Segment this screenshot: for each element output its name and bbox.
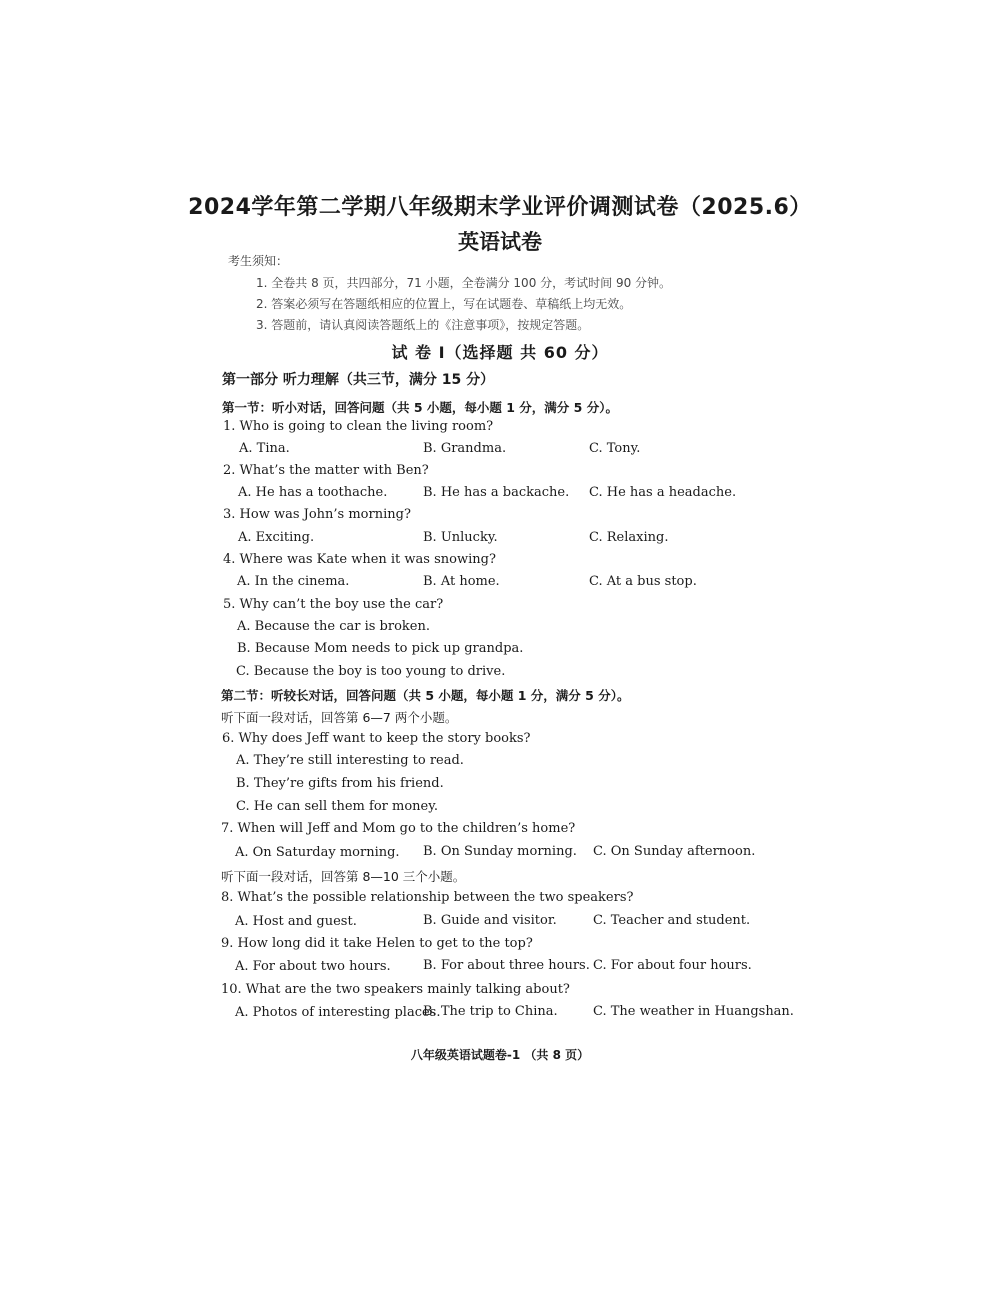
q10-option-c: C. The weather in Huangshan.	[593, 1004, 794, 1019]
q2-option-b: B. He has a backache.	[423, 485, 570, 500]
exam-subtitle: 英语试卷	[458, 230, 542, 254]
exam-title: 2024学年第二学期八年级期末学业评价调测试卷（2025.6）	[188, 195, 812, 220]
question-5: 5. Why can’t the boy use the car?	[223, 597, 444, 612]
q1-option-a: A. Tina.	[239, 441, 290, 456]
q3-option-b: B. Unlucky.	[423, 530, 498, 545]
instruction-8-10: 听下面一段对话，回答第 8—10 三个小题。	[221, 869, 466, 884]
section2-heading: 第二节：听较长对话，回答问题（共 5 小题，每小题 1 分，满分 5 分）。	[221, 688, 630, 703]
q1-option-b: B. Grandma.	[423, 441, 507, 456]
q3-option-c: C. Relaxing.	[589, 530, 669, 545]
q1-option-c: C. Tony.	[589, 441, 641, 456]
q5-option-b: B. Because Mom needs to pick up grandpa.	[237, 641, 524, 656]
q8-option-b: B. Guide and visitor.	[423, 913, 557, 928]
q4-option-c: C. At a bus stop.	[589, 574, 697, 589]
question-1: 1. Who is going to clean the living room?	[223, 419, 494, 434]
notice-item-3: 3. 答题前，请认真阅读答题纸上的《注意事项》，按规定答题。	[256, 318, 590, 332]
q8-option-c: C. Teacher and student.	[593, 913, 751, 928]
paper-heading: 试 卷 Ⅰ（选择题 共 60 分）	[391, 343, 609, 362]
notice-heading: 考生须知：	[228, 254, 289, 268]
question-9: 9. How long did it take Helen to get to the top?	[221, 936, 533, 951]
q2-option-c: C. He has a headache.	[589, 485, 737, 500]
q8-option-a: A. Host and guest.	[235, 914, 357, 929]
q2-option-a: A. He has a toothache.	[238, 485, 388, 500]
question-8: 8. What’s the possible relationship between the two speakers?	[221, 890, 634, 905]
page-footer: 八年级英语试题卷-1 （共 8 页）	[410, 1048, 590, 1062]
q7-option-c: C. On Sunday afternoon.	[593, 844, 756, 859]
q4-option-a: A. In the cinema.	[237, 574, 350, 589]
instruction-6-7: 听下面一段对话，回答第 6—7 两个小题。	[221, 710, 458, 725]
question-4: 4. Where was Kate when it was snowing?	[223, 552, 496, 567]
q6-option-b: B. They’re gifts from his friend.	[236, 776, 444, 791]
question-10: 10. What are the two speakers mainly talking about?	[221, 982, 570, 997]
q6-option-c: C. He can sell them for money.	[236, 799, 438, 814]
q9-option-b: B. For about three hours.	[423, 958, 590, 973]
q6-option-a: A. They’re still interesting to read.	[236, 753, 464, 768]
q7-option-a: A. On Saturday morning.	[235, 845, 400, 860]
q5-option-a: A. Because the car is broken.	[237, 619, 431, 634]
q4-option-b: B. At home.	[423, 574, 500, 589]
q7-option-b: B. On Sunday morning.	[423, 844, 577, 859]
q5-option-c: C. Because the boy is too young to drive.	[236, 664, 506, 679]
part1-heading: 第一部分 听力理解（共三节，满分 15 分）	[222, 372, 495, 388]
question-3: 3. How was John’s morning?	[223, 507, 411, 522]
section1-heading: 第一节：听小对话，回答问题（共 5 小题，每小题 1 分，满分 5 分）。	[222, 400, 618, 415]
notice-item-2: 2. 答案必须写在答题纸相应的位置上，写在试题卷、草稿纸上均无效。	[256, 297, 632, 311]
q3-option-a: A. Exciting.	[238, 530, 315, 545]
question-2: 2. What’s the matter with Ben?	[223, 463, 429, 478]
question-7: 7. When will Jeff and Mom go to the children’s home?	[221, 821, 576, 836]
q10-option-b: B. The trip to China.	[423, 1004, 558, 1019]
q9-option-a: A. For about two hours.	[235, 959, 391, 974]
q9-option-c: C. For about four hours.	[593, 958, 752, 973]
notice-item-1: 1. 全卷共 8 页，共四部分，71 小题，全卷满分 100 分，考试时间 90 分钟。	[256, 276, 672, 290]
q10-option-a: A. Photos of interesting places.	[235, 1005, 441, 1020]
question-6: 6. Why does Jeff want to keep the story books?	[222, 731, 531, 746]
